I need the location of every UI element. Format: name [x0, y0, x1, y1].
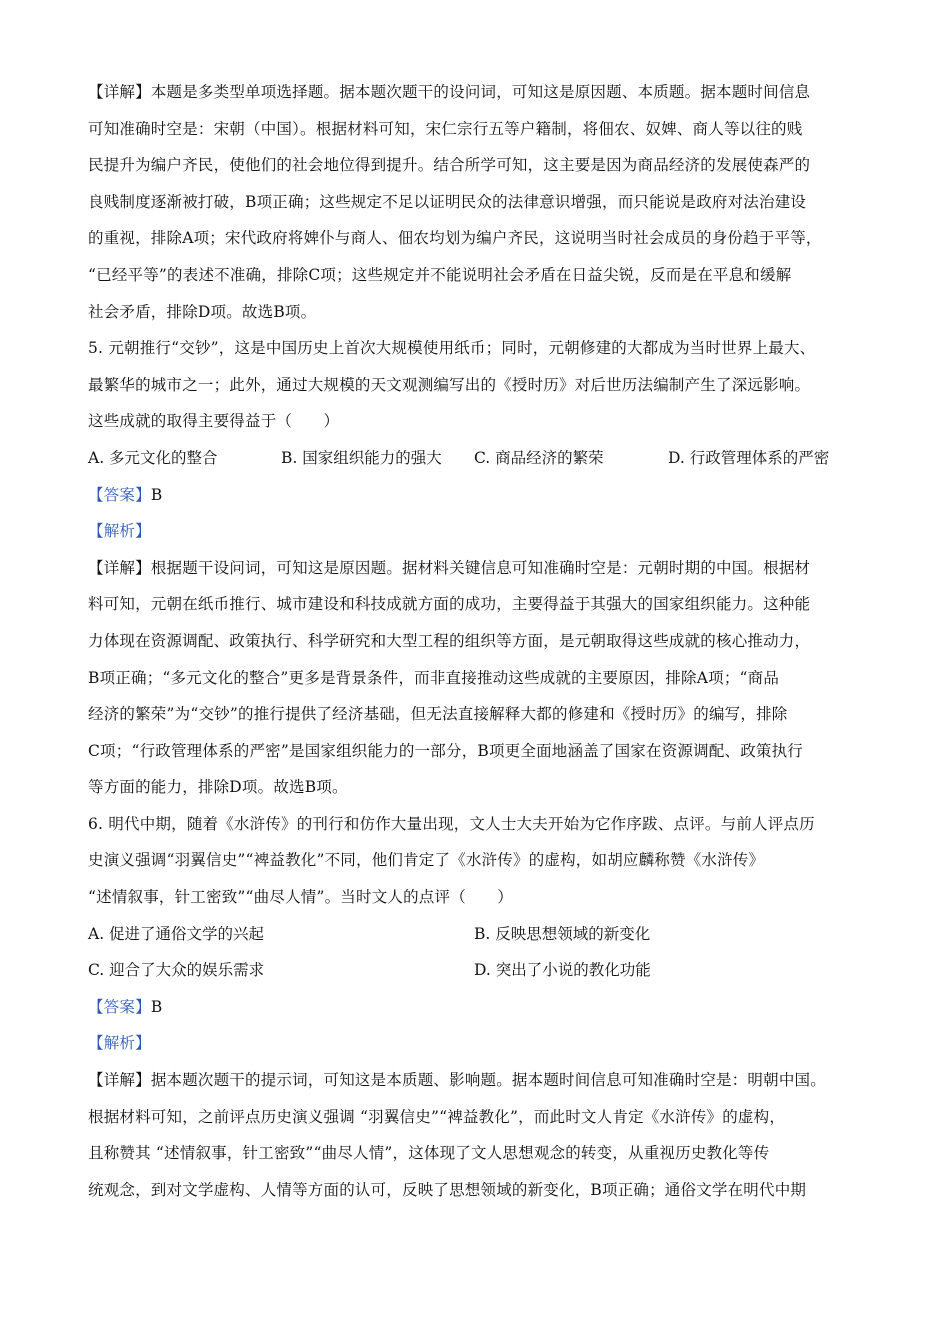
q4-explain-line-4: 良贱制度逐渐被打破，B项正确；这些规定不足以证明民众的法律意识增强，而只能说是政府对法治建设 — [88, 192, 807, 211]
q6-stem-line-1: 6. 明代中期，随着《水浒传》的刊行和仿作大量出现，文人士大夫开始为它作序跋、点评。与前人评点历 — [88, 814, 815, 833]
q5-answer — [88, 477, 878, 514]
q6-stem-line-2: 史演义强调“羽翼信史”“裨益教化”不同，他们肯定了《水浒传》的虚构，如胡应麟称赞《水浒传》 — [88, 851, 765, 870]
q5-explain-line-7: 等方面的能力，排除D项。故选B项。 — [88, 778, 348, 797]
q5-option-b: B. 国家组织能力的强大 — [281, 448, 442, 467]
q6-option-a: A. 促进了通俗文学的兴起 — [88, 924, 265, 943]
q6-explain-line-3: 且称赞其 “述情叙事，针工密致”“曲尽人情”，这体现了文人思想观念的转变，从重视历史教化等传 — [88, 1144, 770, 1163]
q6-answer — [88, 989, 878, 1026]
q5-analysis-tag: 【解析】 — [88, 522, 151, 541]
q5-option-d: D. 行政管理体系的严密 — [668, 448, 830, 467]
q4-explain-line-1: 【详解】本题是多类型单项选择题。据本题次题干的设问词，可知这是原因题、本质题。据本题时间信息 — [88, 83, 811, 101]
q6-options-row-2 — [88, 952, 878, 989]
q4-explain-line-7: 社会矛盾，排除D项。故选B项。 — [88, 302, 317, 321]
explain-tag: 【详解】 — [88, 1071, 151, 1090]
explain-tag: 【详解】 — [88, 83, 151, 101]
q6-analysis-tag: 【解析】 — [88, 1034, 151, 1053]
q4-explain-line-2: 可知准确时空是：宋朝（中国）。根据材料可知，宋仁宗行五等户籍制，将佃农、奴婢、商人等以往的贱 — [88, 119, 803, 138]
answer-value: B — [150, 485, 163, 504]
q5-stem-line-1: 5. 元朝推行“交钞”，这是中国历史上首次大规模使用纸币；同时，元朝修建的大都成为当时世界上最大、 — [88, 339, 816, 358]
q5-stem-line-2: 最繁华的城市之一；此外，通过大规模的天文观测编写出的《授时历》对后世历法编制产生了深远影响。 — [88, 375, 811, 394]
explain-tag: 【详解】 — [88, 558, 151, 577]
q4-explain-line-5: 的重视，排除A项；宋代政府将婢仆与商人、佃农均划为编户齐民，这说明当时社会成员的身份趋于平等， — [88, 229, 822, 248]
q6-option-d: D. 突出了小说的教化功能 — [474, 961, 651, 980]
q5-explain-line-3: 力体现在资源调配、政策执行、科学研究和大型工程的组织等方面，是元朝取得这些成就的核心推动力， — [88, 631, 811, 650]
q5-stem-line-3: 这些成就的取得主要得益于（ ） — [88, 412, 340, 431]
q5-explain-line-4: B项正确；“多元文化的整合”更多是背景条件，而非直接推动这些成就的主要原因，排除A项；“商品 — [88, 668, 780, 687]
q6-explain-line-1: 【详解】据本题次题干的提示词，可知这是本质题、影响题。据本题时间信息可知准确时空是：明朝中国。 — [88, 1071, 826, 1090]
q5-explain-line-2: 料可知，元朝在纸币推行、城市建设和科技成就方面的成功，主要得益于其强大的国家组织能力。这种能 — [88, 595, 811, 614]
q6-explain-line-2: 根据材料可知，之前评点历史演义强调 “羽翼信史”“裨益教化”，而此时文人肯定《水浒传》的虚构， — [88, 1107, 786, 1126]
q6-option-c: C. 迎合了大众的娱乐需求 — [88, 961, 265, 980]
q5-options — [88, 440, 878, 477]
q4-explain-line-3: 民提升为编户齐民，使他们的社会地位得到提升。结合所学可知，这主要是因为商品经济的发展使森严的 — [88, 156, 811, 175]
answer-tag: 【答案】 — [88, 997, 151, 1016]
q5-explain-line-6: C项；“行政管理体系的严密”是国家组织能力的一部分，B项更全面地涵盖了国家在资源调配、政策执行 — [88, 741, 804, 760]
answer-value: B — [150, 997, 163, 1016]
q6-option-b: B. 反映思想领域的新变化 — [474, 924, 651, 943]
q5-option-c: C. 商品经济的繁荣 — [474, 448, 604, 467]
q6-explain-line-4: 统观念，到对文学虚构、人情等方面的认可，反映了思想领域的新变化，B项正确；通俗文学在明代中期 — [88, 1180, 807, 1199]
document-page — [88, 74, 878, 1208]
answer-tag: 【答案】 — [88, 485, 151, 504]
q6-options-row-1 — [88, 916, 878, 953]
q5-explain-line-5: 经济的繁荣”为“交钞”的推行提供了经济基础，但无法直接解释大都的修建和《授时历》的编写，排除 — [88, 705, 788, 724]
q5-option-a: A. 多元文化的整合 — [88, 448, 218, 467]
q6-stem-line-3: “述情叙事，针工密致”“曲尽人情”。当时文人的点评（ ） — [88, 888, 513, 907]
q4-explain-line-6: “已经平等”的表述不准确，排除C项；这些规定并不能说明社会矛盾在日益尖锐，反而是在平息和缓解 — [88, 265, 792, 284]
q5-explain-line-1: 【详解】根据题干设问词，可知这是原因题。据材料关键信息可知准确时空是：元朝时期的中国。根据材 — [88, 558, 811, 577]
